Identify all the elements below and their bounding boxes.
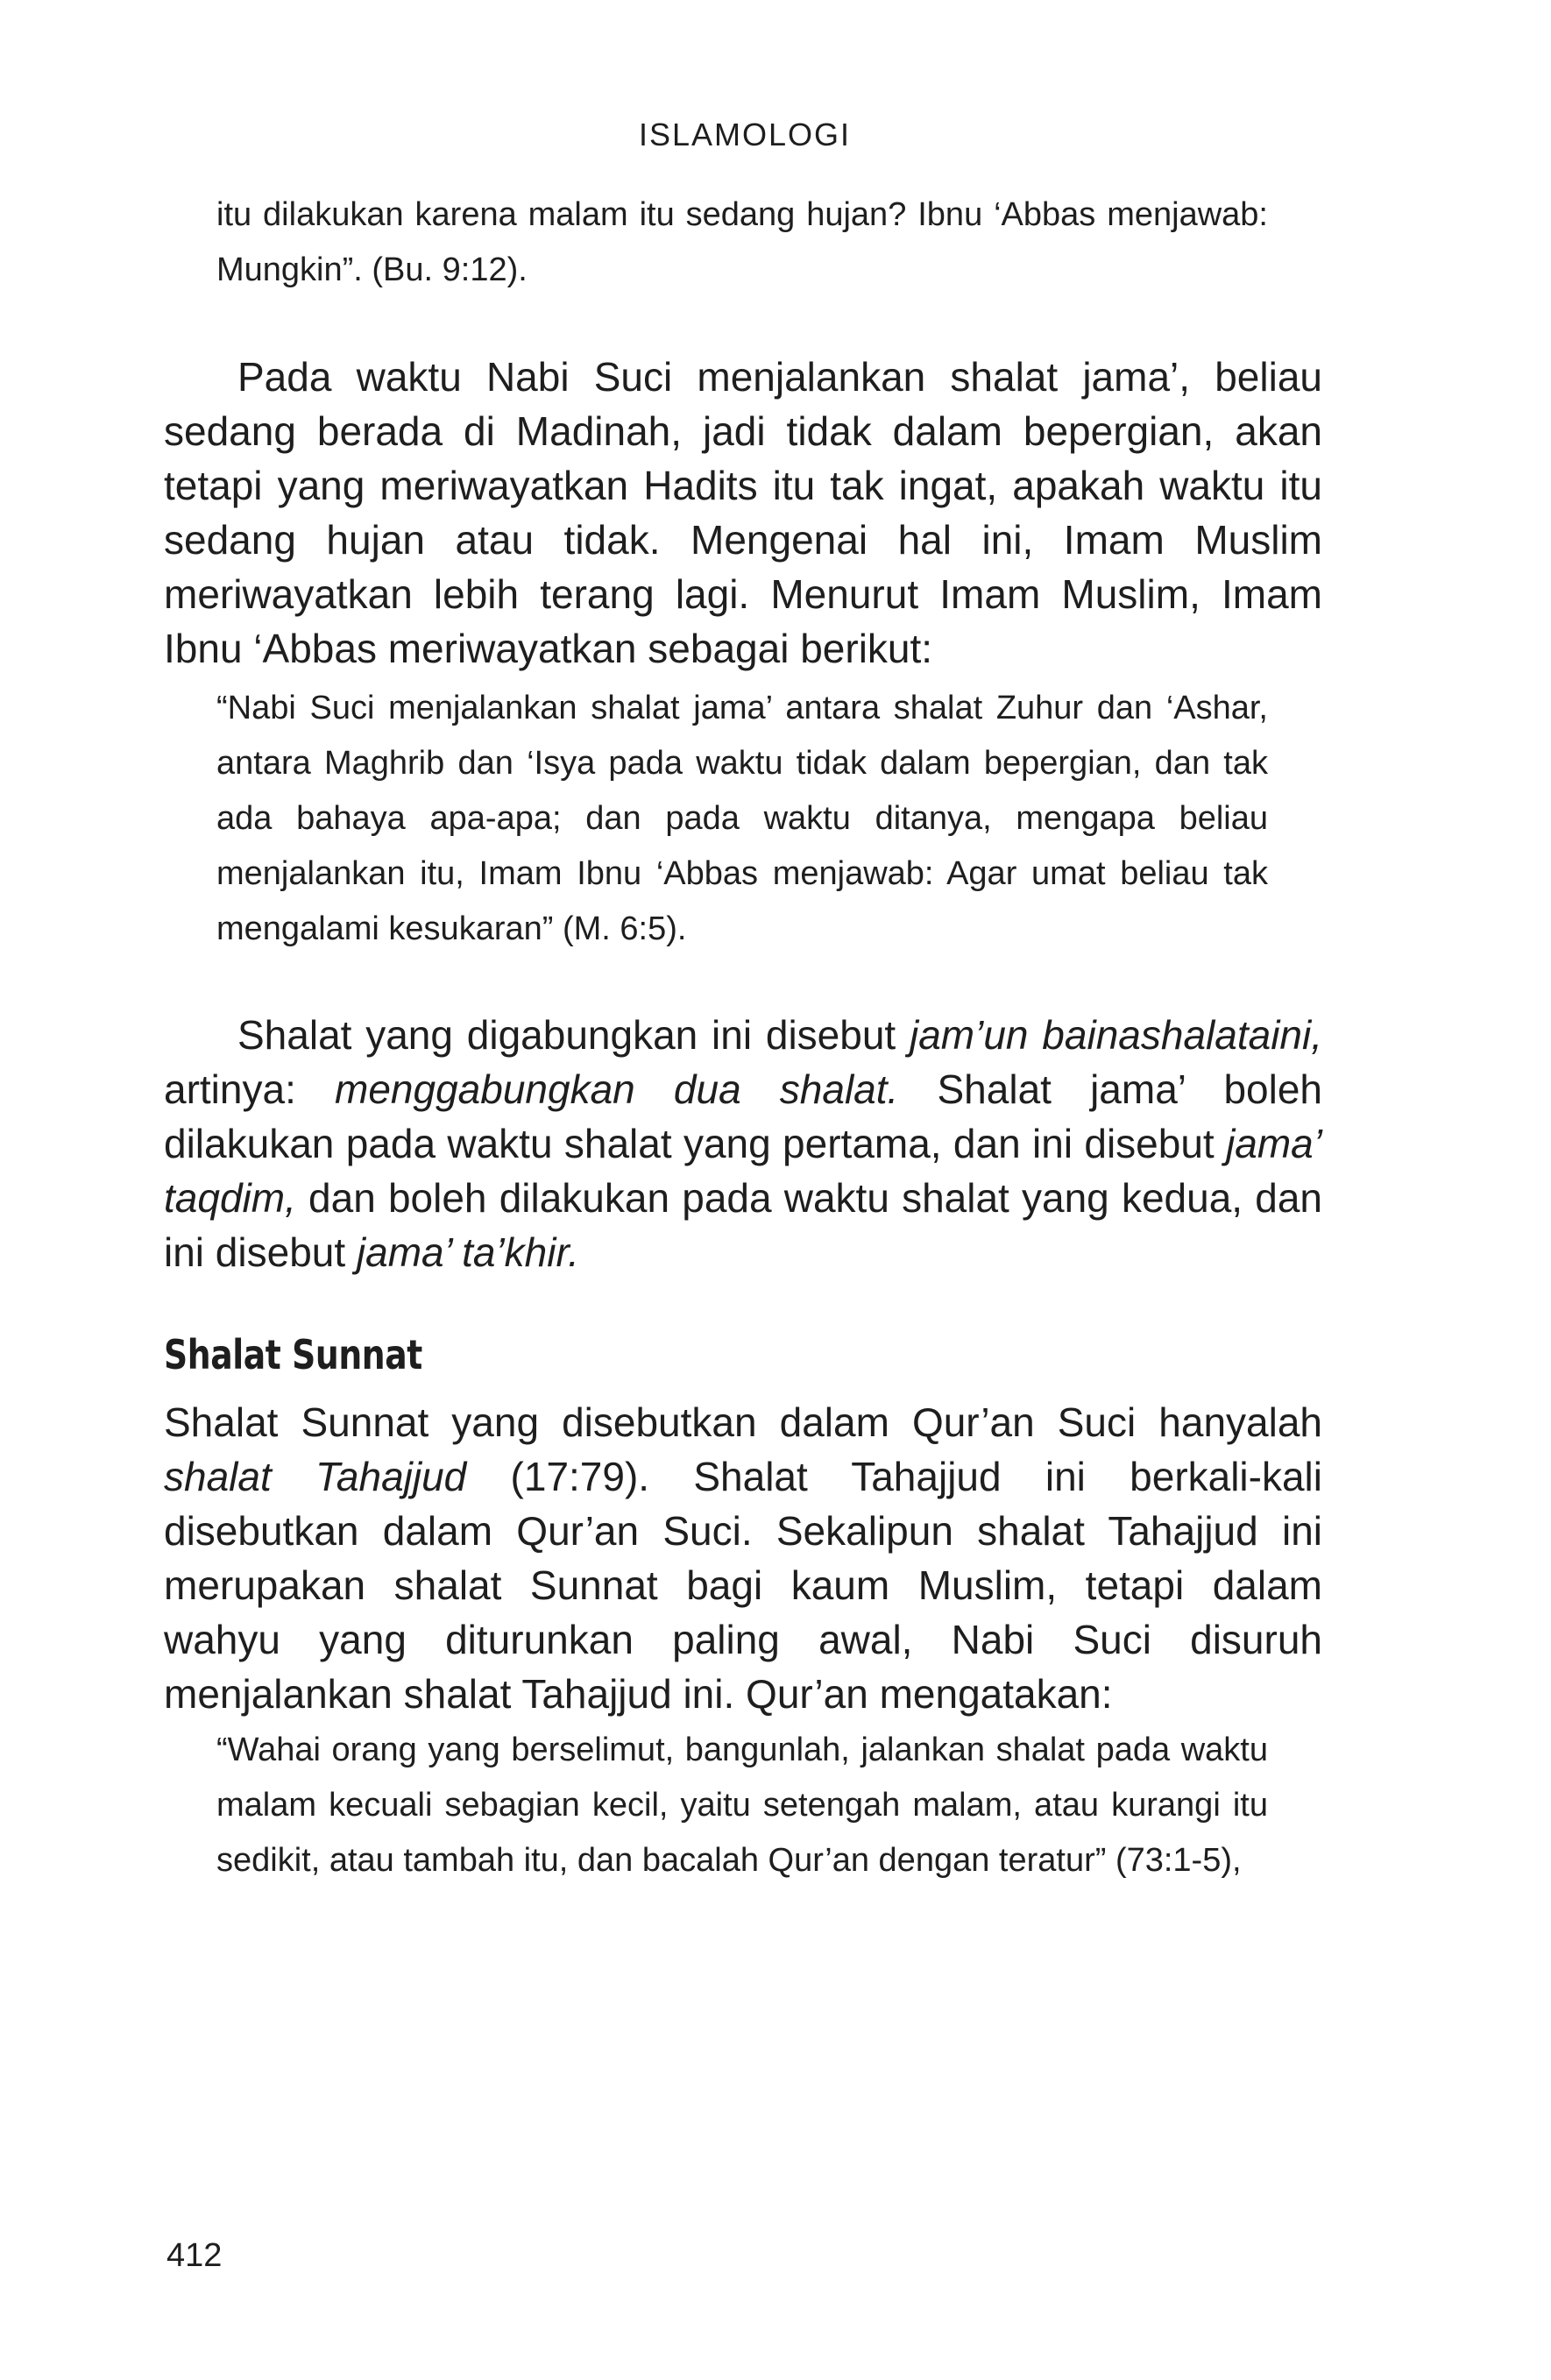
quote-1-text: “Nabi Suci menjalankan shalat jama’ antara shalat Zuhur dan ‘Ashar, antara Maghrib dan ‘Isya pada waktu tidak dalam bepergian, dan tak ada bahaya apa-apa; dan pada waktu ditanya, mengapa beliau menjalankan itu, Imam Ibnu ‘Abbas menjawab: Agar umat beliau tak mengalami kesukaran” (M. 6:5). bbox=[216, 690, 1268, 947]
section-part-1: Shalat Sunnat yang disebutkan dalam Qur’an Suci hanyalah bbox=[164, 1399, 1322, 1445]
paragraph-2-text bbox=[164, 1008, 1322, 1279]
term-jamun-bainashalataini: jam’un bainashalataini, bbox=[910, 1012, 1322, 1058]
section-heading: Shalat Sunnat bbox=[164, 1331, 422, 1378]
body-paragraph-2 bbox=[164, 1008, 1322, 1279]
paragraph-2-part-2: artinya: bbox=[164, 1066, 336, 1112]
paragraph-1-text: Pada waktu Nabi Suci menjalankan shalat jama’, beliau sedang berada di Madinah, jadi tidak dalam bepergian, akan tetapi yang meriwayatkan Hadits itu tak ingat, apakah waktu itu sedang hujan atau tidak. Mengenai hal ini, Imam Muslim meriwayatkan lebih terang lagi. Menurut Imam Muslim, Imam Ibnu ‘Abbas meriwayatkan sebagai berikut: bbox=[164, 354, 1322, 671]
paragraph-2-part-3: Shalat jama’ boleh dilakukan pada waktu shalat yang pertama, dan ini disebut bbox=[164, 1066, 1323, 1166]
term-jama-taqdim: jama’ taqdim, bbox=[164, 1121, 1322, 1221]
block-quote-2 bbox=[216, 1723, 1268, 1888]
section-paragraph-text bbox=[164, 1395, 1322, 1721]
section-part-2: (17:79). Shalat Tahajjud ini berkali-kali disebutkan dalam Qur’an Suci. Sekalipun shalat Tahajjud ini merupakan shalat Sunnat bagi kaum Muslim, tetapi dalam wahyu yang diturunkan paling awal, Nabi Suci disuruh menjalankan shalat Tahajjud ini. Qur’an mengatakan: bbox=[164, 1454, 1322, 1717]
running-header: ISLAMOLOGI bbox=[638, 117, 852, 152]
block-quote-1 bbox=[216, 681, 1268, 957]
body-paragraph-1 bbox=[164, 350, 1322, 676]
quote-2-text: “Wahai orang yang berselimut, bangunlah, jalankan shalat pada waktu malam kecuali sebagian kecil, yaitu setengah malam, atau kurangi itu sedikit, atau tambah itu, dan bacalah Qur’an dengan teratur” (73:1-5), bbox=[216, 1732, 1268, 1879]
paragraph-2-part-1: Shalat yang digabungkan ini disebut bbox=[237, 1012, 910, 1058]
continuation-text bbox=[216, 188, 1268, 298]
paragraph-2-part-4: dan boleh dilakukan pada waktu shalat yang kedua, dan ini disebut bbox=[164, 1175, 1322, 1275]
continuation-paragraph: itu dilakukan karena malam itu sedang hujan? Ibnu ‘Abbas menjawab: Mungkin”. (Bu. 9:12). bbox=[216, 196, 1268, 288]
term-shalat-tahajjud: shalat Tahajjud bbox=[164, 1454, 467, 1499]
term-menggabungkan-dua-shalat: menggabungkan dua shalat. bbox=[335, 1066, 899, 1112]
page-number: 412 bbox=[166, 2237, 223, 2274]
term-jama-takhir: jama’ ta’khir. bbox=[356, 1229, 579, 1275]
section-paragraph bbox=[164, 1395, 1322, 1721]
